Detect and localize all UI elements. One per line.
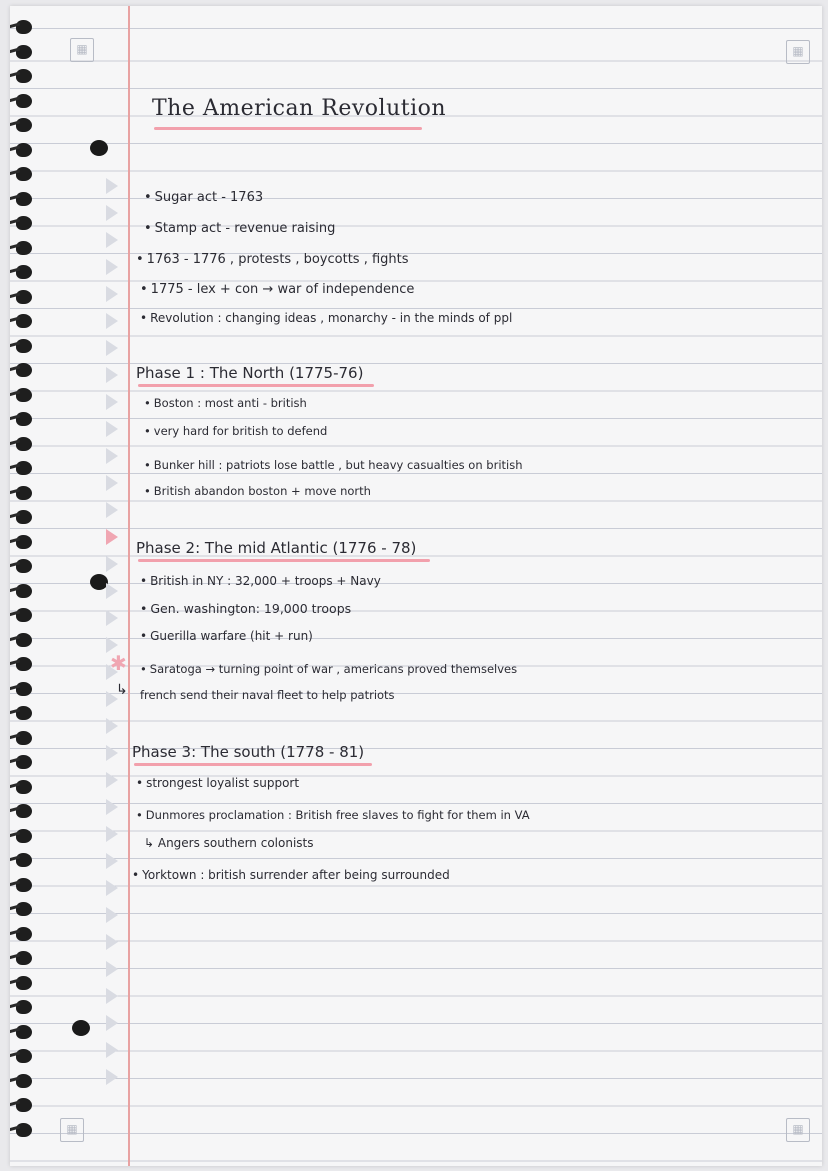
corner-mark-icon: ▦ [70, 38, 94, 62]
spiral-ring-icon [16, 1123, 32, 1137]
phase-3-bullet: ↳ Angers southern colonists [144, 836, 314, 850]
triangle-marker-icon [106, 988, 118, 1004]
triangle-marker-icon [106, 448, 118, 464]
margin-line [128, 6, 130, 1166]
spiral-ring-icon [16, 1025, 32, 1039]
triangle-marker-icon [106, 340, 118, 356]
spiral-ring-icon [16, 412, 32, 426]
spiral-ring-icon [16, 780, 32, 794]
spiral-ring-icon [16, 290, 32, 304]
intro-bullet: • 1763 - 1776 , protests , boycotts , fights [136, 252, 409, 267]
spiral-ring-icon [16, 20, 32, 34]
triangle-marker-icon [106, 205, 118, 221]
spiral-ring-icon [16, 853, 32, 867]
triangle-marker-icon [106, 934, 118, 950]
spiral-ring-icon [16, 804, 32, 818]
spiral-ring-icon [16, 1000, 32, 1014]
spiral-ring-icon [16, 216, 32, 230]
spiral-ring-icon [16, 1049, 32, 1063]
phase-2-bullet: • Guerilla warfare (hit + run) [140, 629, 313, 643]
spiral-ring-icon [16, 559, 32, 573]
phase-2-bullet: • Saratoga → turning point of war , americans proved themselves [140, 662, 517, 676]
triangle-marker-icon [106, 502, 118, 518]
spiral-ring-icon [16, 461, 32, 475]
triangle-marker-icon [106, 1015, 118, 1031]
phase-2-underline [138, 559, 430, 562]
punch-hole [90, 140, 108, 156]
triangle-marker-icon [106, 880, 118, 896]
triangle-marker-icon [106, 826, 118, 842]
spiral-ring-icon [16, 45, 32, 59]
page-title: The American Revolution [152, 96, 447, 121]
spiral-ring-icon [16, 951, 32, 965]
phase-2-bullet: • British in NY : 32,000 + troops + Navy [140, 574, 381, 588]
triangle-marker-icon [106, 853, 118, 869]
phase-2-heading: Phase 2: The mid Atlantic (1776 - 78) [136, 539, 417, 557]
spiral-ring-icon [16, 682, 32, 696]
triangle-marker-icon [106, 259, 118, 275]
intro-bullet: • Stamp act - revenue raising [144, 221, 335, 236]
spiral-ring-icon [16, 314, 32, 328]
spiral-ring-icon [16, 339, 32, 353]
phase-1-heading: Phase 1 : The North (1775-76) [136, 364, 364, 382]
triangle-marker-icon [106, 178, 118, 194]
spiral-ring-icon [16, 265, 32, 279]
phase-2-bullet: french send their naval fleet to help patriots [140, 688, 395, 702]
phase-3-heading: Phase 3: The south (1778 - 81) [132, 743, 365, 761]
phase-3-bullet: • Yorktown : british surrender after being surrounded [132, 868, 450, 882]
spiral-ring-icon [16, 143, 32, 157]
triangle-marker-icon [106, 1042, 118, 1058]
phase-3-bullet: • Dunmores proclamation : British free slaves to fight for them in VA [136, 808, 530, 822]
spiral-ring-icon [16, 388, 32, 402]
triangle-marker-icon [106, 367, 118, 383]
corner-mark-icon: ▦ [786, 1118, 810, 1142]
spiral-ring-icon [16, 927, 32, 941]
triangle-marker-icon [106, 556, 118, 572]
spiral-ring-icon [16, 486, 32, 500]
arrow-icon: ↳ [116, 682, 128, 698]
spiral-ring-icon [16, 535, 32, 549]
triangle-marker-icon [106, 799, 118, 815]
spiral-ring-icon [16, 657, 32, 671]
triangle-marker-icon [106, 745, 118, 761]
triangle-marker-icon [106, 772, 118, 788]
spiral-ring-icon [16, 706, 32, 720]
triangle-marker-icon [106, 610, 118, 626]
triangle-marker-icon [106, 583, 118, 599]
phase-1-bullet: • very hard for british to defend [144, 424, 327, 438]
triangle-marker-icon [106, 475, 118, 491]
triangle-marker-icon [106, 232, 118, 248]
spiral-ring-icon [16, 510, 32, 524]
punch-hole [72, 1020, 90, 1036]
notebook-page [10, 6, 822, 1166]
spiral-ring-icon [16, 363, 32, 377]
spiral-ring-icon [16, 118, 32, 132]
spiral-ring-icon [16, 755, 32, 769]
spiral-ring-icon [16, 829, 32, 843]
spiral-ring-icon [16, 241, 32, 255]
spiral-ring-icon [16, 167, 32, 181]
intro-bullet: • Sugar act - 1763 [144, 190, 263, 205]
triangle-marker-icon [106, 394, 118, 410]
intro-bullet: • Revolution : changing ideas , monarchy - in the minds of ppl [140, 311, 512, 325]
triangle-marker-icon [106, 286, 118, 302]
triangle-marker-icon [106, 421, 118, 437]
triangle-marker-icon [106, 1069, 118, 1085]
spiral-ring-icon [16, 633, 32, 647]
spiral-ring-icon [16, 94, 32, 108]
corner-mark-icon: ▦ [786, 40, 810, 64]
phase-2-bullet: • Gen. washington: 19,000 troops [140, 601, 351, 616]
star-icon: ✱ [110, 651, 127, 675]
phase-1-underline [138, 384, 374, 387]
intro-bullet: • 1775 - lex + con → war of independence [140, 282, 414, 297]
phase-1-bullet: • British abandon boston + move north [144, 484, 371, 498]
triangle-marker-icon [106, 529, 118, 545]
phase-1-bullet: • Bunker hill : patriots lose battle , but heavy casualties on british [144, 458, 523, 472]
corner-mark-icon: ▦ [60, 1118, 84, 1142]
spiral-ring-icon [16, 878, 32, 892]
spiral-ring-icon [16, 1098, 32, 1112]
spiral-ring-icon [16, 608, 32, 622]
triangle-marker-icon [106, 907, 118, 923]
title-underline [154, 127, 422, 130]
spiral-ring-icon [16, 437, 32, 451]
spiral-ring-icon [16, 192, 32, 206]
phase-3-underline [134, 763, 372, 766]
phase-3-bullet: • strongest loyalist support [136, 776, 299, 790]
phase-1-bullet: • Boston : most anti - british [144, 396, 307, 410]
spiral-ring-icon [16, 69, 32, 83]
triangle-marker-icon [106, 718, 118, 734]
spiral-ring-icon [16, 1074, 32, 1088]
triangle-marker-icon [106, 961, 118, 977]
spiral-ring-icon [16, 976, 32, 990]
triangle-marker-icon [106, 313, 118, 329]
spiral-ring-icon [16, 731, 32, 745]
spiral-ring-icon [16, 584, 32, 598]
spiral-ring-icon [16, 902, 32, 916]
